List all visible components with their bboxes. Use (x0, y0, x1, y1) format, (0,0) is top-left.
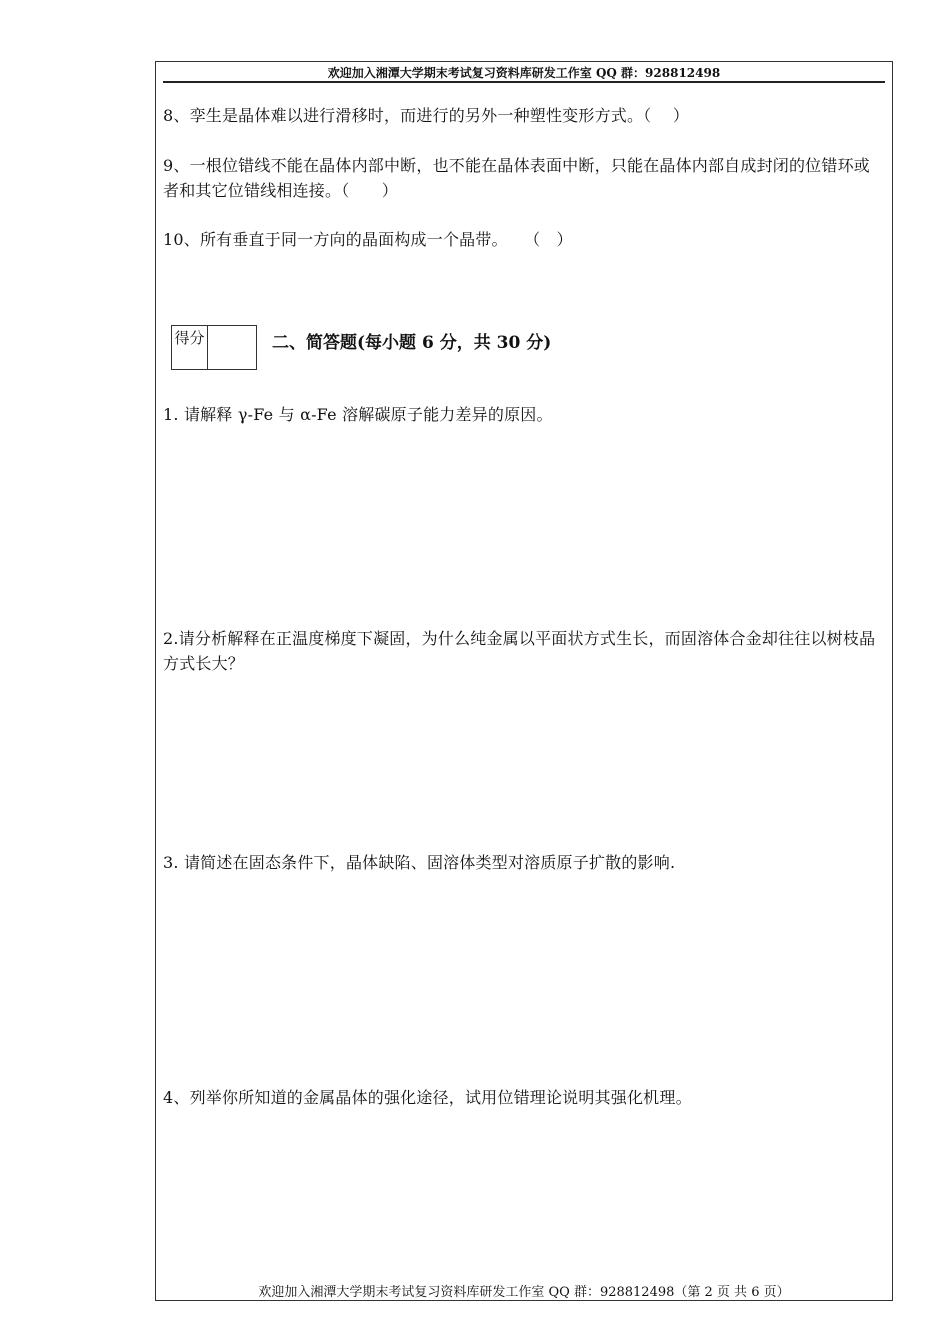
short-answer-1: 1. 请解释 γ-Fe 与 α-Fe 溶解碳原子能力差异的原因。 (163, 405, 553, 424)
short-answer-2: 2.请分析解释在正温度梯度下凝固，为什么纯金属以平面状方式生长，而固溶体合金却往往以树枝晶方式长大？ (163, 629, 876, 673)
short-answer-3: 3. 请简述在固态条件下，晶体缺陷、固溶体类型对溶质原子扩散的影响. (163, 853, 676, 872)
header-rule (163, 81, 885, 83)
page-footer: 欢迎加入湘潭大学期末考试复习资料库研发工作室 QQ 群：928812498（第 2 页 共 6 页） (258, 1285, 790, 1300)
question-10: 10、所有垂直于同一方向的晶面构成一个晶带。 （ ） (163, 230, 573, 249)
score-box (171, 325, 257, 370)
question-9: 9、一根位错线不能在晶体内部中断，也不能在晶体表面中断，只能在晶体内部自成封闭的位错环或者和其它位错线相连接。（ ） (163, 156, 870, 200)
short-answer-4: 4、列举你所知道的金属晶体的强化途径，试用位错理论说明其强化机理。 (163, 1088, 692, 1107)
page-header: 欢迎加入湘潭大学期末考试复习资料库研发工作室 QQ 群：928812498 (327, 66, 721, 80)
question-8: 8、孪生是晶体难以进行滑移时，而进行的另外一种塑性变形方式。（ ） (163, 106, 690, 125)
score-label: 得分 (172, 326, 208, 369)
section-title: 二、简答题(每小题 6 分，共 30 分) (272, 333, 552, 353)
score-blank (208, 326, 256, 369)
